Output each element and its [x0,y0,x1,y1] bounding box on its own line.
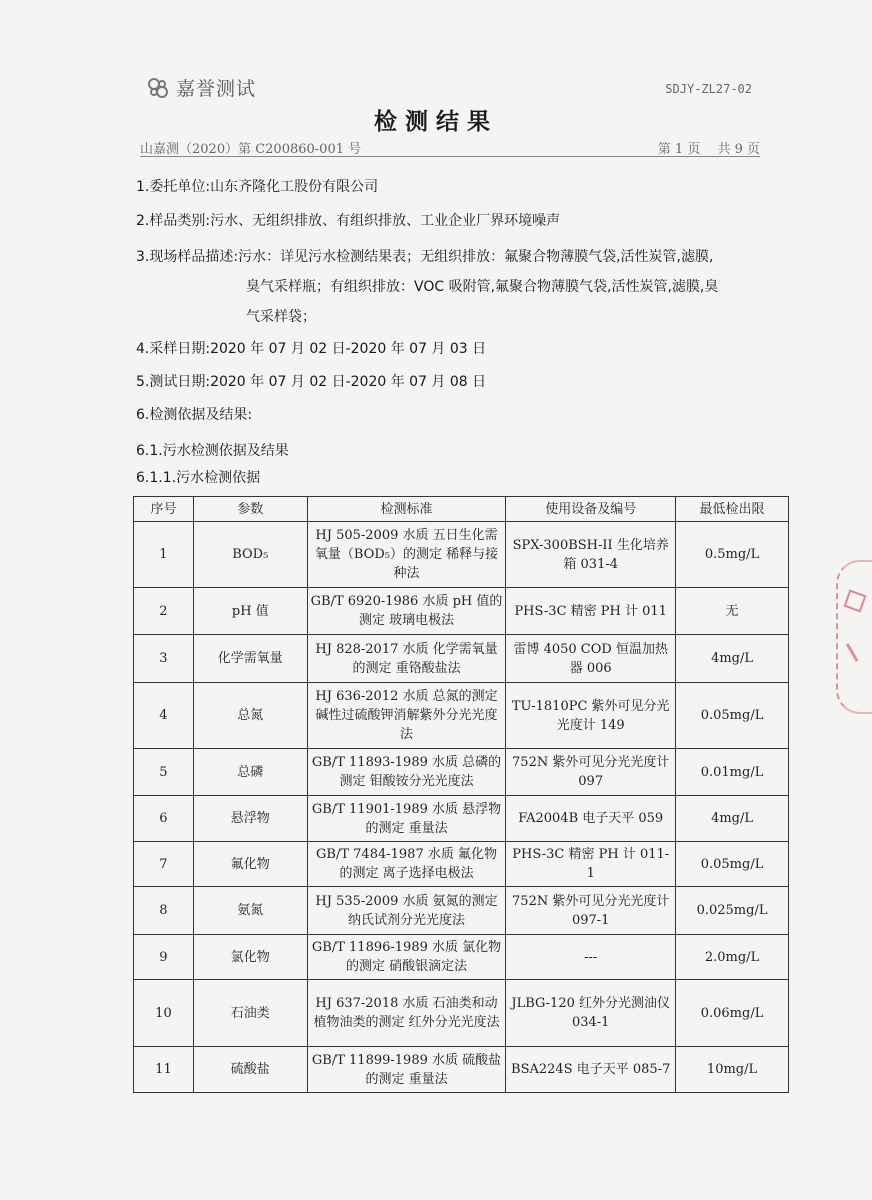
header-equipment: 使用设备及编号 [506,497,676,522]
test-date-label: 5.测试日期: [136,374,211,390]
cell-limit: 4mg/L [676,635,789,683]
description-row [136,242,762,272]
client-row [136,176,762,210]
report-reference-line [140,138,760,157]
cell-param: 化学需氧量 [193,635,307,683]
cell-param: 总氮 [193,683,307,749]
cell-standard: GB/T 11901-1989 水质 悬浮物的测定 重量法 [307,796,506,842]
page-info: 第 1 页 共 9 页 [657,142,760,157]
table-row [134,588,789,635]
report-fields [136,176,762,487]
cell-param: 悬浮物 [193,796,307,842]
table-header-row [134,497,789,522]
cell-no: 10 [134,980,194,1047]
cell-equipment: PHS-3C 精密 PH 计 011 [506,588,676,635]
cell-no: 11 [134,1047,194,1093]
section-6-1-heading: 6.1.污水检测依据及结果 [136,443,289,459]
table-row [134,980,789,1047]
description-label: 3.现场样品描述: [136,249,239,265]
table-row [134,796,789,842]
cell-param: 氨氮 [193,887,307,935]
cell-no: 7 [134,842,194,887]
cell-equipment: --- [506,935,676,980]
test-date-row [136,371,762,404]
logo-text: 嘉誉测试 [176,78,257,100]
cell-limit: 4mg/L [676,796,789,842]
report-number: 山嘉测（2020）第 C200860-001 号 [140,142,362,157]
category-row [136,210,762,242]
cell-param: 硫酸盐 [193,1047,307,1093]
description-line-1: 污水：详见污水检测结果表；无组织排放：氟聚合物薄膜气袋,活性炭管,滤膜, [238,249,714,265]
cell-param: 石油类 [193,980,307,1047]
cell-standard: GB/T 11893-1989 水质 总磷的测定 钼酸铵分光光度法 [307,749,506,796]
cell-no: 6 [134,796,194,842]
document-code: SDJY-ZL27-02 [665,82,752,96]
cell-limit: 0.05mg/L [676,842,789,887]
cell-equipment: TU-1810PC 紫外可见分光光度计 149 [506,683,676,749]
header-param: 参数 [193,497,307,522]
company-logo [146,74,256,101]
cell-equipment: BSA224S 电子天平 085-7 [506,1047,676,1093]
cell-param: pH 值 [193,588,307,635]
table-row [134,635,789,683]
cell-no: 3 [134,635,194,683]
test-basis-table [133,496,789,1093]
cell-no: 1 [134,522,194,588]
category-value: 污水、无组织排放、有组织排放、工业企业厂界环境噪声 [210,213,561,229]
sampling-label: 4.采样日期: [136,341,211,357]
table-row [134,842,789,887]
cell-standard: HJ 828-2017 水质 化学需氧量的测定 重铬酸盐法 [307,635,506,683]
cell-equipment: 752N 紫外可见分光光度计 097-1 [506,887,676,935]
cell-equipment: FA2004B 电子天平 059 [506,796,676,842]
cell-standard: GB/T 11899-1989 水质 硫酸盐的测定 重量法 [307,1047,506,1093]
cell-standard: HJ 505-2009 水质 五日生化需氧量（BOD₅）的测定 稀释与接种法 [307,522,506,588]
header-no: 序号 [134,497,194,522]
page-title: 检测结果 [374,109,498,135]
section-6-1-1-heading: 6.1.1.污水检测依据 [136,470,261,486]
table-row [134,935,789,980]
cell-no: 4 [134,683,194,749]
logo-icon [146,76,170,100]
test-date-value: 2020 年 07 月 02 日-2020 年 07 月 08 日 [210,374,487,390]
cell-param: BOD₅ [193,522,307,588]
cell-limit: 0.025mg/L [676,887,789,935]
seal-stamp [836,560,872,714]
cell-limit: 10mg/L [676,1047,789,1093]
client-label: 1.委托单位: [136,179,211,195]
cell-limit: 2.0mg/L [676,935,789,980]
table-row [134,887,789,935]
cell-param: 总磷 [193,749,307,796]
cell-standard: HJ 535-2009 水质 氨氮的测定纳氏试剂分光光度法 [307,887,506,935]
table-row [134,522,789,588]
cell-equipment: JLBG-120 红外分光测油仪 034-1 [506,980,676,1047]
table-row [134,1047,789,1093]
cell-standard: HJ 637-2018 水质 石油类和动植物油类的测定 红外分光光度法 [307,980,506,1047]
cell-no: 2 [134,588,194,635]
header-limit: 最低检出限 [676,497,789,522]
cell-no: 5 [134,749,194,796]
cell-param: 氟化物 [193,842,307,887]
description-line-2: 臭气采样瓶；有组织排放：VOC 吸附管,氟聚合物薄膜气袋,活性炭管,滤膜,臭 [246,279,719,295]
cell-limit: 0.06mg/L [676,980,789,1047]
description-block [136,242,762,332]
cell-equipment: SPX-300BSH-II 生化培养箱 031-4 [506,522,676,588]
table-row [134,683,789,749]
cell-limit: 0.01mg/L [676,749,789,796]
cell-limit: 0.05mg/L [676,683,789,749]
cell-limit: 0.5mg/L [676,522,789,588]
cell-no: 9 [134,935,194,980]
cell-standard: GB/T 6920-1986 水质 pH 值的测定 玻璃电极法 [307,588,506,635]
cell-limit: 无 [676,588,789,635]
cell-standard: GB/T 11896-1989 水质 氯化物的测定 硝酸银滴定法 [307,935,506,980]
client-value: 山东齐隆化工股份有限公司 [210,179,379,195]
cell-param: 氯化物 [193,935,307,980]
header-standard: 检测标准 [307,497,506,522]
section-6-heading: 6.检测依据及结果: [136,407,253,423]
description-line-3: 气采样袋； [246,309,316,325]
cell-equipment: 雷博 4050 COD 恒温加热器 006 [506,635,676,683]
cell-no: 8 [134,887,194,935]
cell-equipment: PHS-3C 精密 PH 计 011-1 [506,842,676,887]
sampling-value: 2020 年 07 月 02 日-2020 年 07 月 03 日 [210,341,487,357]
sampling-row [136,338,762,371]
cell-standard: HJ 636-2012 水质 总氮的测定碱性过硫酸钾消解紫外分光光度法 [307,683,506,749]
table-row [134,749,789,796]
cell-standard: GB/T 7484-1987 水质 氟化物的测定 离子选择电极法 [307,842,506,887]
category-label: 2.样品类别: [136,213,211,229]
cell-equipment: 752N 紫外可见分光光度计 097 [506,749,676,796]
